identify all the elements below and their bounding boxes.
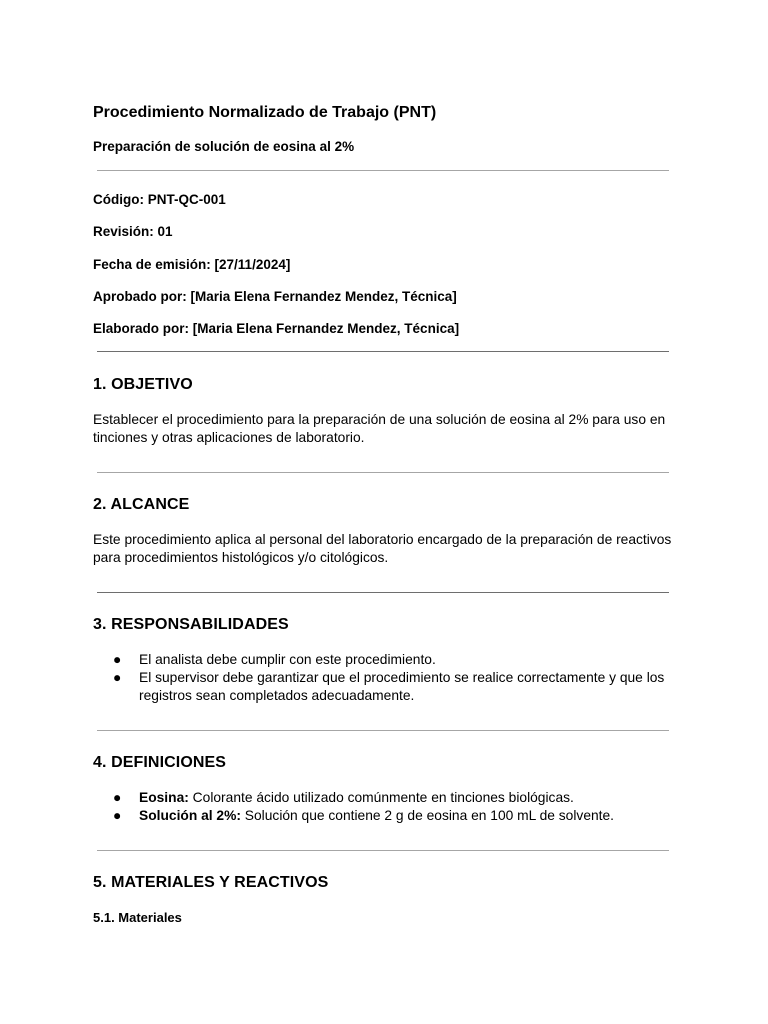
section-heading-responsabilidades: 3. RESPONSABILIDADES [93, 616, 289, 633]
bullet-icon: ● [113, 670, 122, 685]
document-title: Procedimiento Normalizado de Trabajo (PNT) [93, 104, 437, 121]
responsabilidades-list [113, 651, 683, 705]
definition-text: Colorante ácido utilizado comúnmente en tinciones biológicas. [188, 790, 574, 805]
divider [97, 351, 669, 352]
divider [97, 850, 669, 851]
section-heading-alcance: 2. ALCANCE [93, 496, 190, 513]
section-heading-materiales: 5. MATERIALES Y REACTIVOS [93, 874, 329, 891]
document-subtitle: Preparación de solución de eosina al 2% [93, 139, 355, 154]
divider [97, 170, 669, 171]
bullet-icon: ● [113, 808, 122, 823]
section-text-alcance: Este procedimiento aplica al personal del laboratorio encargado de la preparación de reactivos para procedimientos histológicos y/o citológicos. [93, 532, 672, 565]
divider [97, 730, 669, 731]
list-item [113, 789, 683, 807]
section-text-objetivo: Establecer el procedimiento para la preparación de una solución de eosina al 2% para uso en tinciones y otras aplicaciones de laboratorio. [93, 412, 666, 445]
list-item [113, 651, 683, 669]
divider [97, 472, 669, 473]
meta-codigo: Código: PNT-QC-001 [93, 192, 226, 207]
list-item-text: El analista debe cumplir con este procedimiento. [139, 652, 436, 667]
definition-text: Solución que contiene 2 g de eosina en 100 mL de solvente. [240, 808, 615, 823]
bullet-icon: ● [113, 652, 122, 667]
meta-revision: Revisión: 01 [93, 224, 173, 239]
divider [97, 592, 669, 593]
section-heading-objetivo: 1. OBJETIVO [93, 376, 193, 393]
definiciones-list [113, 789, 683, 825]
definition-term: Eosina: [139, 790, 189, 805]
meta-aprobado-por: Aprobado por: [Maria Elena Fernandez Mendez, Técnica] [93, 289, 457, 304]
section-heading-definiciones: 4. DEFINICIONES [93, 754, 227, 771]
list-item [113, 669, 683, 705]
subsection-heading-materiales: 5.1. Materiales [93, 910, 182, 925]
meta-fecha-emision: Fecha de emisión: [27/11/2024] [93, 257, 291, 272]
list-item [113, 807, 683, 825]
meta-elaborado-por: Elaborado por: [Maria Elena Fernandez Mendez, Técnica] [93, 321, 460, 336]
list-item-text: El supervisor debe garantizar que el procedimiento se realice correctamente y que los registros sean completados adecuadamente. [139, 670, 665, 703]
definition-term: Solución al 2%: [139, 808, 241, 823]
bullet-icon: ● [113, 790, 122, 805]
